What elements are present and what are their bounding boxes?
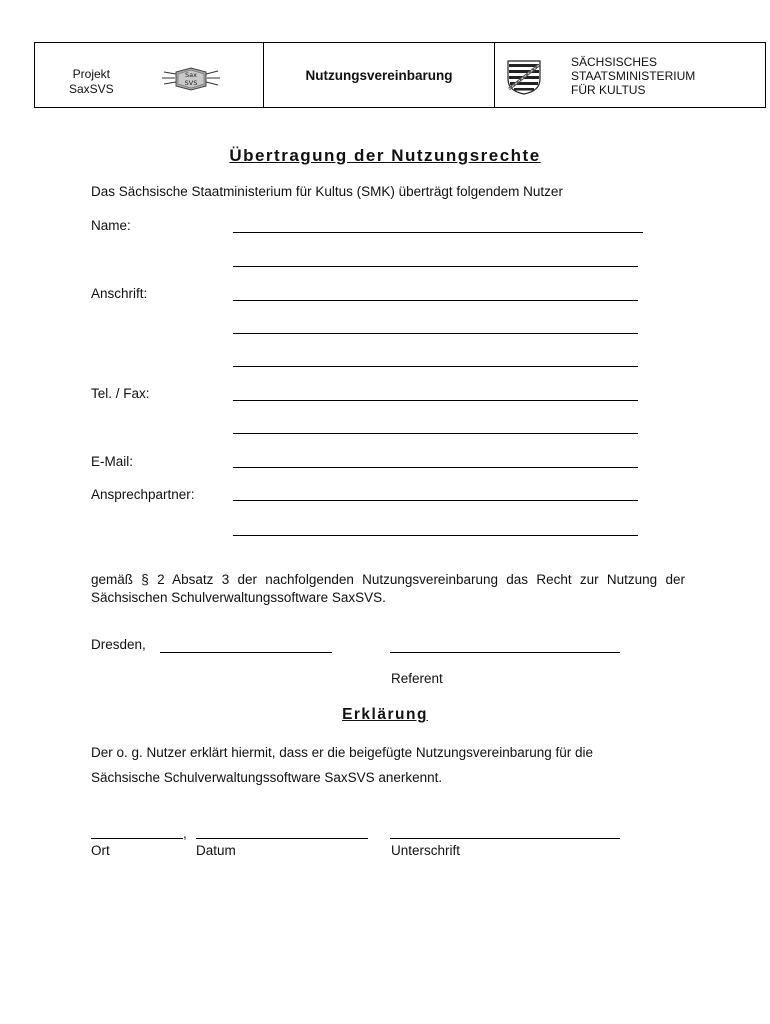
place-label: Dresden, bbox=[91, 637, 146, 652]
document-title: Übertragung der Nutzungsrechte bbox=[229, 146, 541, 165]
ministry-line3: FÜR KULTUS bbox=[571, 83, 646, 97]
ministry-name bbox=[571, 55, 695, 97]
telfax-label: Tel. / Fax: bbox=[91, 386, 150, 401]
referent-signature-field[interactable] bbox=[390, 652, 620, 653]
rights-paragraph: gemäß § 2 Absatz 3 der nachfolgenden Nutzungsvereinbarung das Recht zur Nutzung der Sächsischen Schulverwaltungssoftware SaxSVS. bbox=[91, 572, 685, 605]
ministry-cell bbox=[495, 43, 765, 107]
erklaerung-line2: Sächsische Schulverwaltungssoftware SaxSVS anerkennt. bbox=[91, 770, 443, 785]
unterschrift-label: Unterschrift bbox=[391, 843, 461, 858]
telfax-field-line1[interactable] bbox=[233, 400, 638, 401]
anschrift-field-line3[interactable] bbox=[233, 366, 638, 367]
erklaerung-line1: Der o. g. Nutzer erklärt hiermit, dass er die beigefügte Nutzungsvereinbarung für die bbox=[91, 745, 594, 760]
project-label bbox=[69, 67, 114, 97]
anschrift-field-line2[interactable] bbox=[233, 333, 638, 334]
saxsvs-logo bbox=[162, 62, 220, 94]
title-cell bbox=[264, 43, 495, 107]
logo-text-top: Sax bbox=[185, 71, 197, 79]
referent-label: Referent bbox=[391, 671, 443, 686]
logo-text-bottom: SVS bbox=[184, 79, 198, 87]
ansprechpartner-field-line2[interactable] bbox=[233, 535, 638, 536]
ministry-line2: STAATSMINISTERIUM bbox=[571, 69, 696, 83]
header-title: Nutzungsvereinbarung bbox=[305, 67, 453, 83]
ort-label: Ort bbox=[91, 843, 110, 858]
anschrift-field-line1[interactable] bbox=[233, 300, 638, 301]
erklaerung-title: Erklärung bbox=[342, 706, 428, 723]
ansprechpartner-field-line1[interactable] bbox=[233, 500, 638, 501]
ort-field[interactable] bbox=[91, 838, 183, 839]
anschrift-label: Anschrift: bbox=[91, 286, 148, 301]
intro-text: Das Sächsische Staatministerium für Kultus (SMK) überträgt folgendem Nutzer bbox=[91, 184, 563, 199]
project-line2: SaxSVS bbox=[69, 82, 114, 96]
project-line1: Projekt bbox=[72, 67, 111, 81]
ansprechpartner-label: Ansprechpartner: bbox=[91, 487, 195, 502]
unterschrift-field[interactable] bbox=[390, 838, 620, 839]
email-field[interactable] bbox=[233, 467, 638, 468]
date-field[interactable] bbox=[160, 652, 332, 653]
name-field[interactable] bbox=[233, 232, 643, 233]
comma-separator: , bbox=[183, 826, 187, 841]
email-label: E-Mail: bbox=[91, 454, 134, 469]
name-field-line2[interactable] bbox=[233, 266, 638, 267]
telfax-field-line2[interactable] bbox=[233, 433, 638, 434]
document-header bbox=[34, 42, 766, 108]
name-label: Name: bbox=[91, 218, 131, 233]
ministry-line1: SÄCHSISCHES bbox=[571, 55, 658, 69]
project-cell bbox=[35, 43, 264, 107]
saxony-coat-of-arms-icon bbox=[506, 59, 542, 95]
datum-label: Datum bbox=[196, 843, 236, 858]
datum-field[interactable] bbox=[196, 838, 368, 839]
